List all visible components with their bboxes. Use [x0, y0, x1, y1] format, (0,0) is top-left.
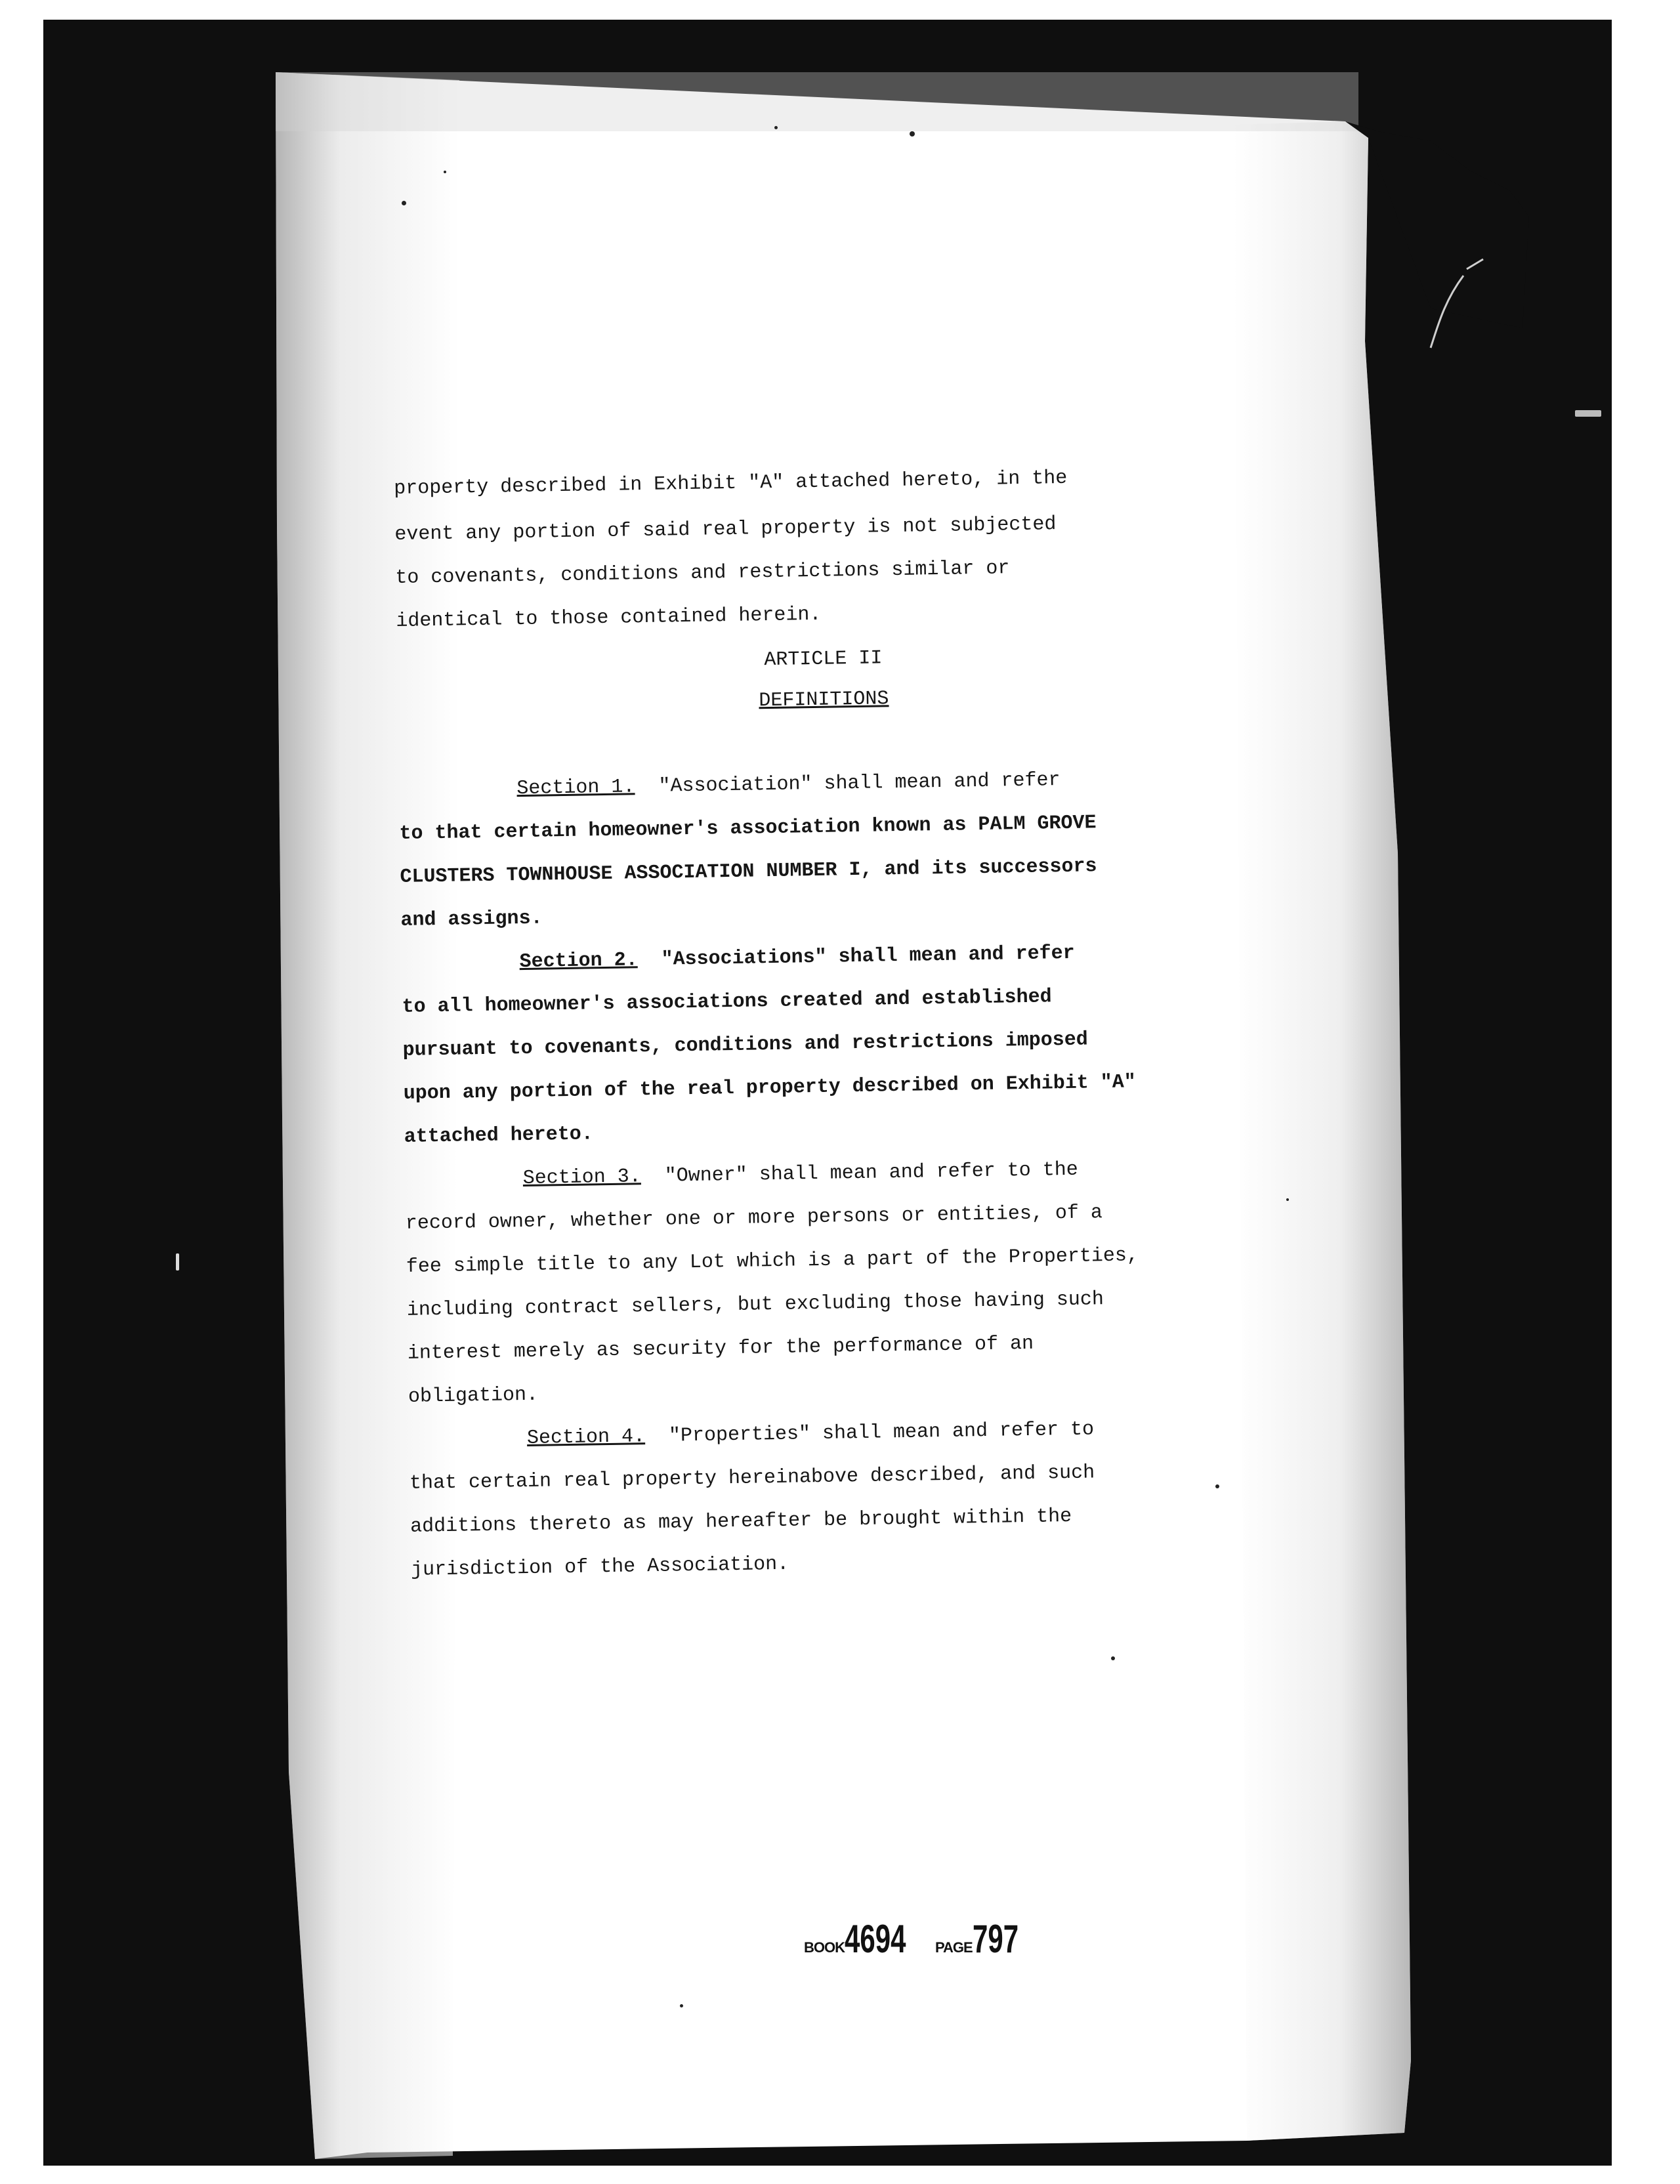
section-3-line: including contract sellers, but excluding those having such [406, 1288, 1104, 1322]
page-label: PAGE [934, 1939, 973, 1956]
section-2-label: Section 2. [519, 949, 638, 974]
section-1-label: Section 1. [516, 776, 635, 801]
section-2-text: "Associations" shall mean and refer [661, 942, 1075, 971]
section-3-label: Section 3. [522, 1166, 642, 1190]
section-1-text: "Association" shall mean and refer [658, 769, 1060, 798]
section-3-line: record owner, whether one or more persons or entities, of a [405, 1202, 1103, 1235]
section-4-line: that certain real property hereinabove described, and such [409, 1461, 1095, 1495]
book-label: BOOK [804, 1939, 845, 1956]
paragraph-line: property described in Exhibit "A" attached hereto, in the [393, 467, 1068, 500]
section-2-line: to all homeowner's associations created and established [402, 986, 1052, 1018]
paragraph-line: event any portion of said real property is not subjected [394, 513, 1057, 546]
section-4-label: Section 4. [526, 1425, 646, 1450]
definitions-heading: DEFINITIONS [759, 688, 889, 713]
section-4-text: "Properties" shall mean and refer to [668, 1418, 1095, 1448]
article-heading: ARTICLE II [764, 647, 883, 672]
section-1-line: to that certain homeowner's association known as PALM GROVE [399, 812, 1097, 845]
section-2-line: upon any portion of the real property described on Exhibit "A" [403, 1071, 1137, 1105]
section-4-line: additions thereto as may hereafter be brought within the [410, 1505, 1072, 1538]
section-3-line: fee simple title to any Lot which is a part of the Properties, [406, 1244, 1139, 1278]
section-1-line: CLUSTERS TOWNHOUSE ASSOCIATION NUMBER I, and its successors [400, 855, 1097, 889]
section-2-line: attached hereto. [404, 1123, 594, 1148]
section-4-line: jurisdiction of the Association. [410, 1553, 789, 1582]
book-number: 4694 [845, 1917, 906, 1961]
recording-stamp [804, 1916, 1038, 1962]
section-3-line: interest merely as security for the performance of an [407, 1332, 1034, 1365]
paragraph-line: to covenants, conditions and restrictions similar or [395, 557, 1010, 589]
section-1-line: and assigns. [400, 907, 543, 932]
section-3-line: obligation. [408, 1383, 539, 1408]
paragraph-line: identical to those contained herein. [396, 603, 822, 633]
page-number: 797 [972, 1917, 1018, 1961]
section-2-line: pursuant to covenants, conditions and restrictions imposed [402, 1028, 1088, 1062]
section-3-text: "Owner" shall mean and refer to the [664, 1158, 1079, 1188]
